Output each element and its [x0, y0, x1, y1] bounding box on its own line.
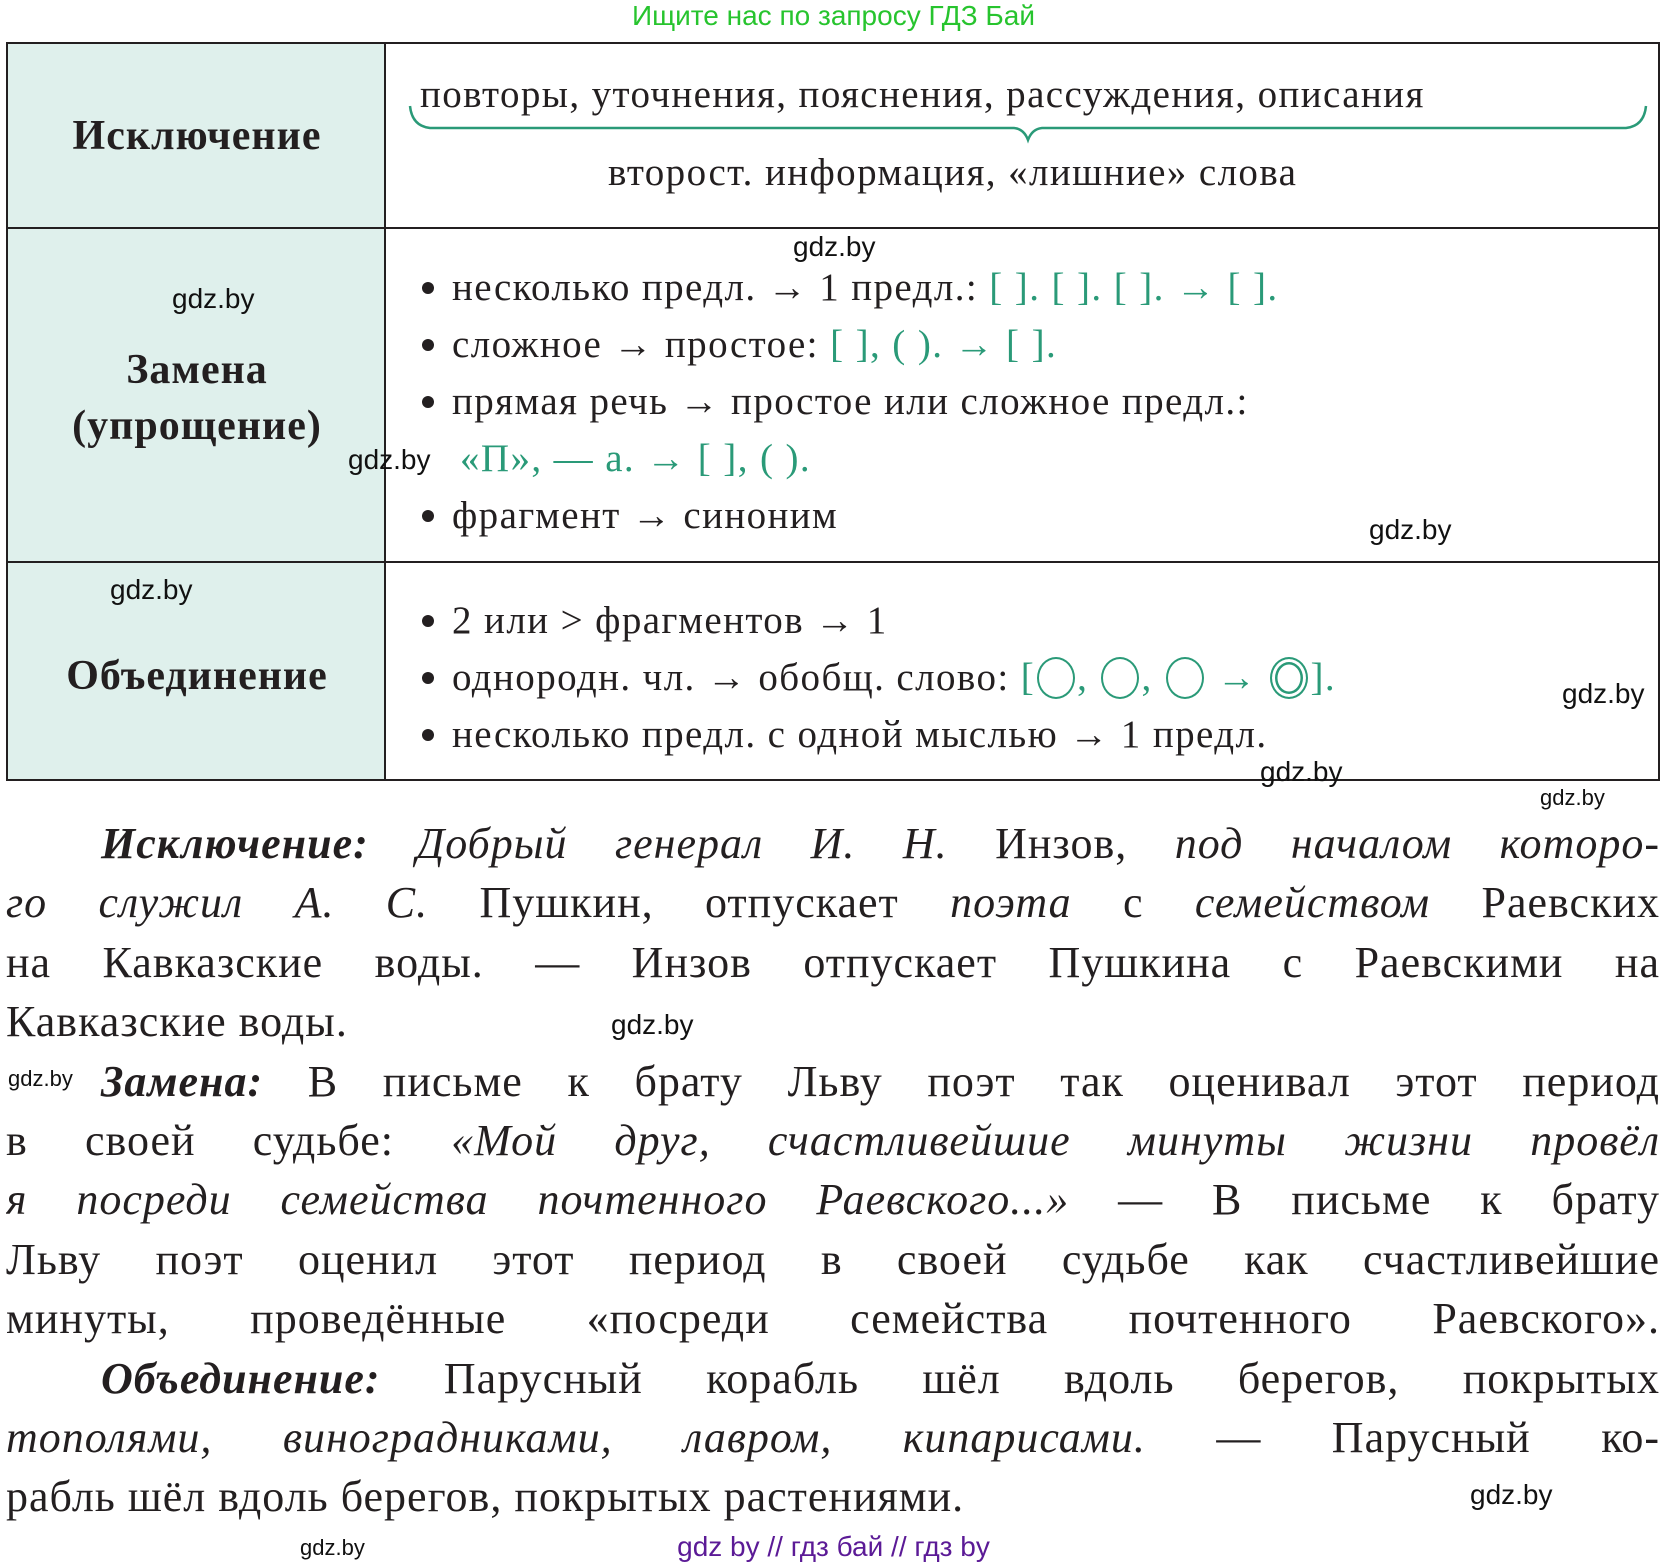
text-segment: го служил А. С. — [6, 878, 429, 928]
body-text — [6, 814, 1660, 1527]
watermark: gdz.by — [348, 444, 431, 475]
circle-icon — [1101, 657, 1139, 699]
text-segment: я посреди семейства почтенного Раевского...» — [6, 1175, 1070, 1225]
replacement-item-4 — [422, 493, 838, 539]
text-segment: минуты, проведённые «посреди семейства почтенного Раевского». — [6, 1294, 1660, 1344]
text-segment: Парусный корабль шёл вдоль берегов, покрытых — [380, 1353, 1660, 1403]
watermark: gdz.by — [8, 1066, 73, 1091]
circle-icon — [1166, 657, 1204, 699]
item-scheme: [ ], ( ). → [ ]. — [830, 323, 1058, 366]
arrow: → — [1216, 656, 1258, 699]
body-line — [6, 1349, 1660, 1408]
bullet-icon — [422, 672, 434, 684]
bullet-icon — [422, 615, 434, 627]
replacement-item-3 — [422, 379, 1249, 425]
watermark: gdz.by — [793, 231, 876, 262]
body-line — [6, 1467, 1660, 1526]
text-segment: — Парусный ко- — [1145, 1412, 1660, 1462]
watermark: gdz.by — [1369, 514, 1452, 545]
bullet-icon — [422, 396, 434, 408]
double-circle-icon — [1270, 657, 1308, 699]
row-divider — [8, 227, 1658, 229]
text-segment: поэта — [950, 878, 1072, 928]
item-text: несколько предл. с одной мыслью → 1 предл. — [452, 713, 1268, 756]
watermark: gdz.by — [172, 283, 255, 314]
text-segment: Инзов, — [947, 819, 1175, 868]
text-segment: тополями, виноградниками, лавром, кипарисами. — [6, 1412, 1146, 1462]
methods-table — [6, 42, 1660, 781]
replacement-item-2 — [422, 322, 1057, 368]
body-line — [6, 1408, 1660, 1467]
bracket-open: [ — [1020, 656, 1036, 699]
text-segment: под началом которо- — [1174, 819, 1660, 868]
body-line — [6, 1230, 1660, 1289]
replacement-item-3-scheme: «П», — а. → [ ], ( ). — [460, 437, 812, 480]
item-text: фрагмент → синоним — [452, 494, 839, 537]
circle-icon — [1037, 657, 1075, 699]
union-item-1 — [422, 598, 888, 644]
comma: , — [1141, 656, 1153, 699]
text-segment: на Кавказские воды. — Инзов отпускает Пушкина с Раевскими на — [6, 937, 1660, 987]
homogeneous-scheme — [1021, 656, 1336, 699]
bullet-icon — [422, 339, 434, 351]
exclusion-top-line: повторы, уточнения, пояснения, рассуждения, описания — [420, 73, 1425, 116]
body-line — [6, 992, 1660, 1051]
text-segment: Кавказские воды. — [6, 997, 348, 1047]
curly-brace-icon — [408, 104, 1648, 144]
watermark: gdz.by — [1260, 756, 1343, 787]
body-line — [6, 1052, 1660, 1111]
comma: , — [1077, 656, 1089, 699]
row-label-union: Объединение — [66, 653, 328, 699]
exclusion-bottom-line: второст. информация, «лишние» слова — [608, 151, 1298, 194]
text-segment: Раевских — [1430, 878, 1660, 928]
replacement-item-1 — [422, 265, 1279, 311]
footer-watermark: gdz by // гдз бай // гдз by — [677, 1531, 990, 1562]
watermark: gdz.by — [611, 1009, 694, 1040]
body-line — [6, 1111, 1660, 1170]
row-label-exclusion: Исключение — [72, 113, 322, 159]
text-segment: рабль шёл вдоль берегов, покрытых растениями. — [6, 1472, 965, 1522]
bullet-icon — [422, 282, 434, 294]
body-line — [6, 933, 1660, 992]
item-text: прямая речь → простое или сложное предл.: — [452, 380, 1249, 423]
watermark: gdz.by — [1562, 678, 1645, 709]
body-line — [6, 873, 1660, 932]
item-text: однородн. чл. → обобщ. слово: — [452, 656, 1021, 699]
item-text: 2 или > фрагментов → 1 — [452, 599, 888, 642]
watermark: gdz.by — [1470, 1479, 1553, 1510]
watermark: gdz.by — [1540, 785, 1605, 810]
row-label-replacement: Замена — [126, 347, 268, 393]
search-banner: Ищите нас по запросу ГДЗ Бай — [631, 0, 1036, 31]
body-line — [6, 1289, 1660, 1348]
watermark: gdz.by — [110, 574, 193, 605]
item-text: сложное → простое: — [452, 323, 831, 366]
bullet-icon — [422, 510, 434, 522]
text-segment: Пушкин, отпускает — [428, 878, 951, 928]
bullet-icon — [422, 729, 434, 741]
text-segment: Добрый генерал И. Н. — [368, 819, 948, 868]
union-item-3 — [422, 712, 1267, 758]
item-text: несколько предл. → 1 предл.: — [452, 266, 990, 309]
method-heading: Исключение: — [101, 819, 369, 868]
body-line — [6, 1170, 1660, 1229]
item-scheme: [ ]. [ ]. [ ]. → [ ]. — [989, 266, 1279, 309]
text-segment: В письме к брату Льву поэт так оценивал этот период — [263, 1056, 1660, 1106]
text-segment: в своей судьбе: — [6, 1115, 452, 1165]
row-divider — [8, 561, 1658, 563]
text-segment: «Мой друг, счастливейшие минуты жизни провёл — [451, 1115, 1660, 1165]
watermark: gdz.by — [300, 1535, 365, 1560]
text-segment: семейством — [1194, 878, 1431, 928]
text-segment: Льву поэт оценил этот период в своей судьбе как счастливейшие — [6, 1234, 1660, 1284]
text-segment: с — [1071, 878, 1195, 928]
union-item-2 — [422, 655, 1336, 702]
method-heading: Замена: — [101, 1056, 264, 1106]
bracket-close: ]. — [1310, 656, 1337, 699]
text-segment: — В письме к брату — [1069, 1175, 1660, 1225]
body-line — [6, 814, 1660, 873]
row-label-replacement-sub: (упрощение) — [72, 403, 322, 449]
method-heading: Объединение: — [101, 1353, 381, 1403]
